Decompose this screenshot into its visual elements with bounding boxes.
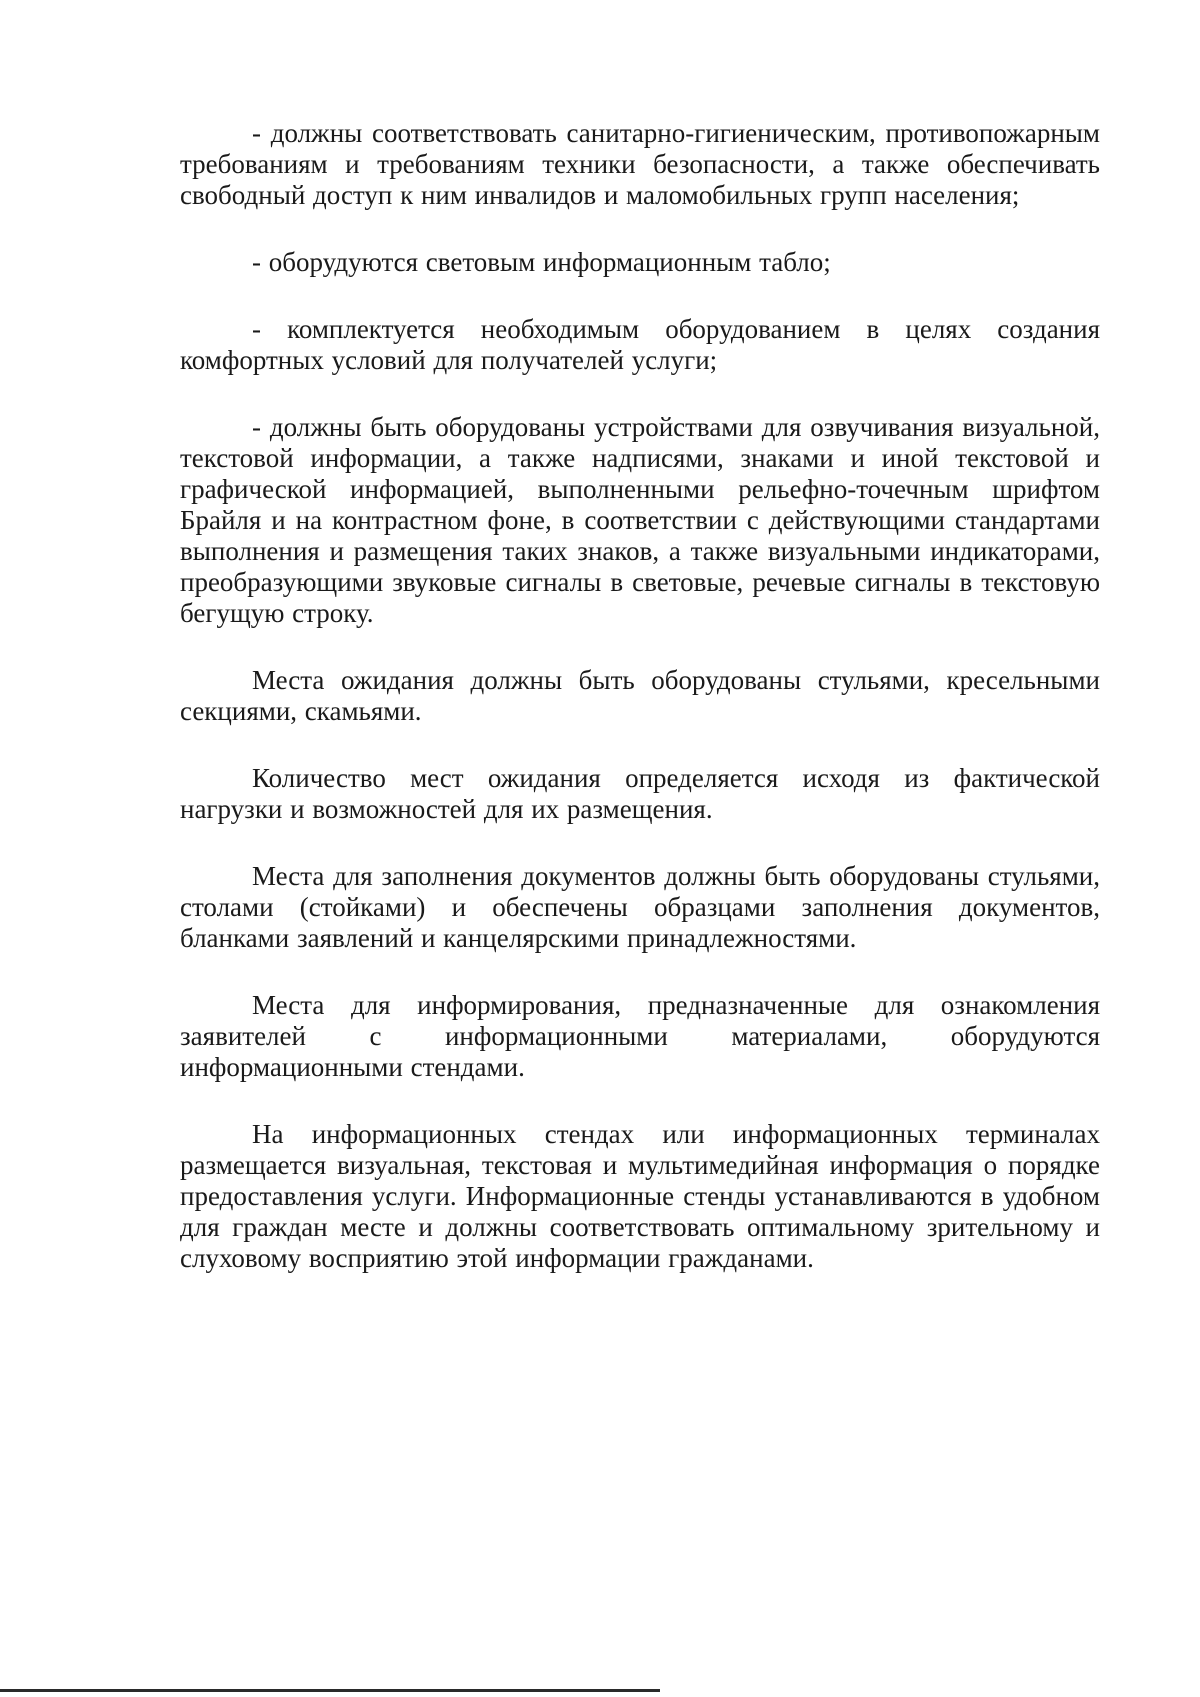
paragraph-waiting-places: Места ожидания должны быть оборудованы стульями, кресельными секциями, скамьями. (180, 665, 1100, 726)
paragraph-information-places: Места для информирования, предназначенные для ознакомления заявителей с информационными материалами, оборудуются информационными стендами. (180, 990, 1100, 1082)
paragraph-light-board: - оборудуются световым информационным табло; (252, 247, 831, 277)
paragraph-accessibility-devices: - должны быть оборудованы устройствами для озвучивания визуальной, текстовой информации, а также надписями, знаками и иной текстовой и графической информацией, выполненными рельефно-точечным шрифтом Брайля и на контрастном фоне, в соответствии с действующими стандартами выполнения и размещения таких знаков, а также визуальными индикаторами, преобразующими звуковые сигналы в световые, речевые сигналы в текстовую бегущую строку. (180, 412, 1100, 628)
paragraph-information-stands: На информационных стендах или информационных терминалах размещается визуальная, текстовая и мультимедийная информация о порядке предоставления услуги. Информационные стенды устанавливаются в удобном для граждан месте и должны соответствовать оптимальному зрительному и слуховому восприятию этой информации гражданами. (180, 1119, 1100, 1273)
scan-edge-line (0, 1689, 660, 1692)
paragraph-waiting-count: Количество мест ожидания определяется исходя из фактической нагрузки и возможностей для их размещения. (180, 763, 1100, 824)
paragraph-document-filling-places: Места для заполнения документов должны быть оборудованы стульями, столами (стойками) и обеспечены образцами заполнения документов, бланками заявлений и канцелярскими принадлежностями. (180, 861, 1100, 953)
paragraph-sanitary-requirements: - должны соответствовать санитарно-гигиеническим, противопожарным требованиям и требованиям техники безопасности, а также обеспечивать свободный доступ к ним инвалидов и маломобильных групп населения; (180, 118, 1100, 210)
document-body (180, 118, 1100, 1310)
paragraph-equipment: - комплектуется необходимым оборудованием в целях создания комфортных условий для получателей услуги; (180, 314, 1100, 375)
